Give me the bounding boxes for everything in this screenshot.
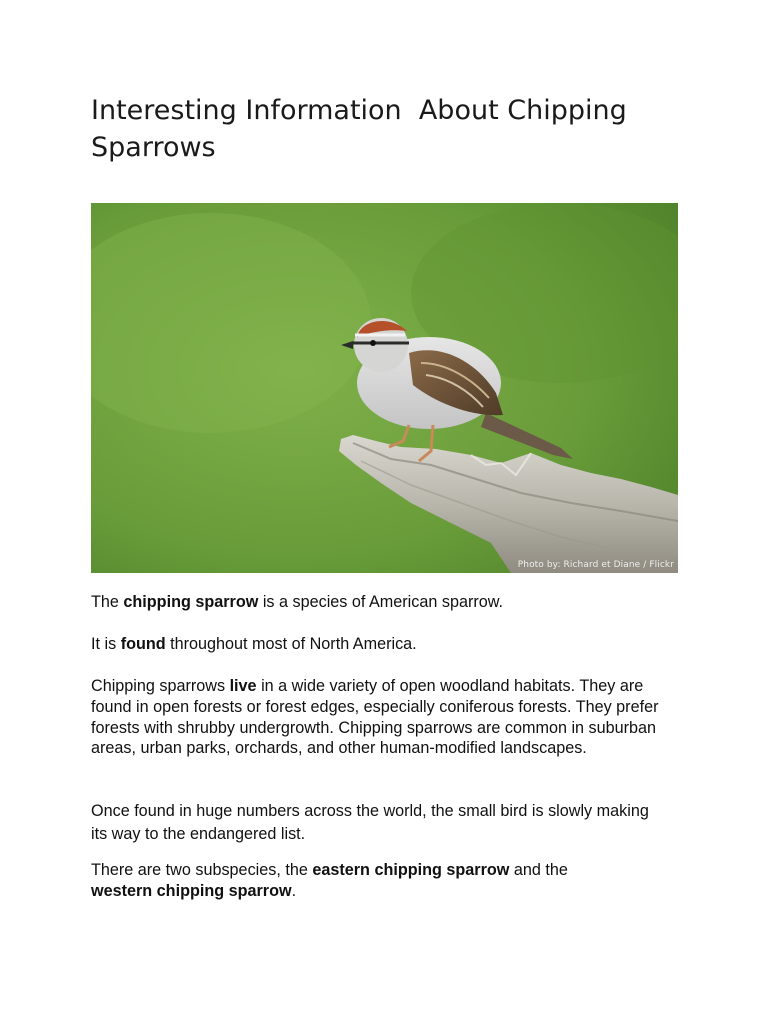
paragraph-text: There are two subspecies, the [91, 861, 313, 879]
paragraph-text: . [291, 881, 297, 900]
photo-credit: Photo by: Richard et Diane / Flickr [517, 560, 674, 570]
paragraph-endangered: Once found in huge numbers across the world, the small bird is slowly making its way to the endangered list. [91, 802, 649, 843]
bold-term: live [229, 677, 257, 695]
paragraph-text: is a species of American sparrow. [258, 593, 504, 611]
paragraph-text: The [91, 593, 124, 611]
paragraph-text: and the [509, 861, 568, 879]
page-title: Interesting Information About Chipping Sparrows [91, 95, 636, 163]
bold-term: found [120, 635, 166, 653]
paragraph-habitat [91, 676, 681, 759]
paragraph-text: throughout most of North America. [165, 635, 417, 653]
bold-term: western chipping sparrow [91, 881, 292, 900]
paragraph-text: It is [91, 635, 121, 653]
paragraph-text: Chipping sparrows [91, 677, 230, 695]
paragraph-text: in a wide variety of open woodland habitats. They are found in open forests or forest edges, especially coniferous forests. They prefer forests with shrubby undergrowth. Chipping sparrows are common in suburban areas, urban parks, orchards, and other human-modified landscapes. [91, 677, 659, 758]
bold-term: chipping sparrow [123, 593, 259, 611]
bold-term: eastern chipping sparrow [312, 861, 510, 879]
chipping-sparrow-photo [91, 203, 678, 573]
paragraph-subspecies [91, 860, 591, 902]
photo-illustration [91, 203, 678, 573]
paragraph-range [91, 634, 681, 655]
paragraph-intro [91, 592, 681, 613]
